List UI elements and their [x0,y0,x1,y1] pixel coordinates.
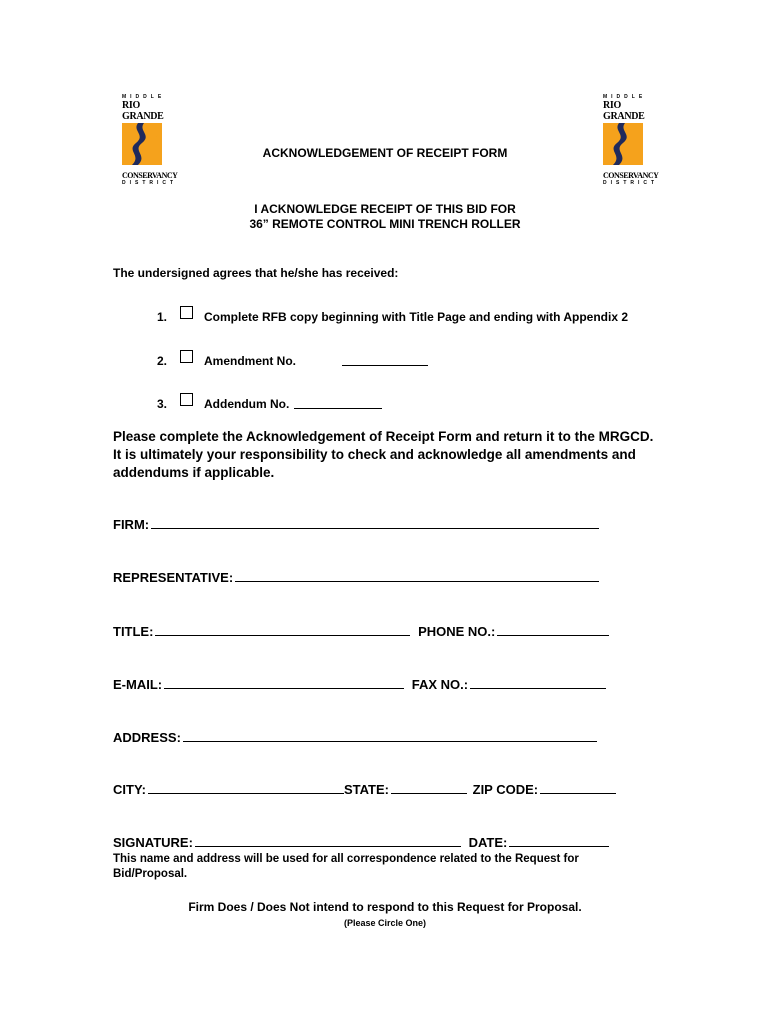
address-input-line[interactable] [183,730,597,742]
logo-district-text: DISTRICT [122,180,178,186]
item-checkbox-addendum[interactable] [180,393,193,406]
title-label: TITLE: [113,624,154,639]
address-field [113,730,597,745]
signature-date-field [113,835,609,850]
item-number: 1. [157,310,168,324]
item-label: Addendum No. [204,397,290,411]
logo-top-text: MIDDLE [603,94,647,100]
state-input-line[interactable] [391,782,467,794]
representative-field [113,570,599,585]
note-line-1: This name and address will be used for all correspondence related to the Request for [113,853,579,865]
item-label: Amendment No. [204,354,297,368]
signature-label: SIGNATURE: [113,835,193,850]
firm-input-line[interactable] [151,517,599,529]
bid-line-1: I ACKNOWLEDGE RECEIPT OF THIS BID FOR [254,202,516,216]
city-input-line[interactable] [148,782,344,794]
zip-label: ZIP CODE: [472,782,539,797]
bid-line-2: 36” REMOTE CONTROL MINI TRENCH ROLLER [249,217,521,231]
item-label: Complete RFB copy beginning with Title Page and ending with Appendix 2 [204,310,629,324]
mrgcd-logo-left [122,94,178,186]
logo-bottom-text: CONSERVANCY [603,171,659,180]
fax-input-line[interactable] [470,677,606,689]
amendment-number-line[interactable] [342,354,428,366]
email-fax-field [113,677,606,692]
item-checkbox-amendment[interactable] [180,350,193,363]
title-phone-field [113,624,609,639]
city-label: CITY: [113,782,146,797]
item-number: 2. [157,354,168,368]
logo-top-text: MIDDLE [122,94,166,100]
instructions-line-1: Please complete the Acknowledgement of Receipt Form and return it to the MRGCD. [113,429,654,444]
logo-district-text: DISTRICT [603,180,659,186]
item-checkbox-rfb[interactable] [180,306,193,319]
firm-field [113,517,599,532]
intro-text: The undersigned agrees that he/she has received: [113,266,399,280]
representative-label: REPRESENTATIVE: [113,570,234,585]
circle-note: (Please Circle One) [343,918,427,928]
state-label: STATE: [343,782,389,797]
phone-input-line[interactable] [497,624,609,636]
correspondence-note [113,852,673,882]
form-title: ACKNOWLEDGEMENT OF RECEIPT FORM [262,146,508,160]
item-number: 3. [157,397,168,411]
title-input-line[interactable] [155,624,410,636]
addendum-number-line[interactable] [294,397,382,409]
email-input-line[interactable] [164,677,404,689]
note-line-2: Bid/Proposal. [113,868,188,880]
logo-name-text: RIO GRANDE [603,100,645,122]
phone-label: PHONE NO.: [418,624,496,639]
date-input-line[interactable] [509,835,609,847]
city-state-zip-field [113,782,616,797]
date-label: DATE: [468,835,508,850]
signature-input-line[interactable] [195,835,461,847]
email-label: E-MAIL: [113,677,163,692]
address-label: ADDRESS: [113,730,181,745]
respond-statement: Firm Does / Does Not intend to respond to this Request for Proposal. [188,900,582,914]
zip-input-line[interactable] [540,782,616,794]
logo-bottom-text: CONSERVANCY [122,171,178,180]
fax-label: FAX NO.: [411,677,469,692]
instructions-line-3: addendums if applicable. [113,465,275,480]
logo-name-text: RIO GRANDE [122,100,164,122]
firm-label: FIRM: [113,517,150,532]
mrgcd-logo-right [603,94,659,186]
instructions-line-2: It is ultimately your responsibility to check and acknowledge all amendments and [113,447,636,462]
representative-input-line[interactable] [235,570,599,582]
